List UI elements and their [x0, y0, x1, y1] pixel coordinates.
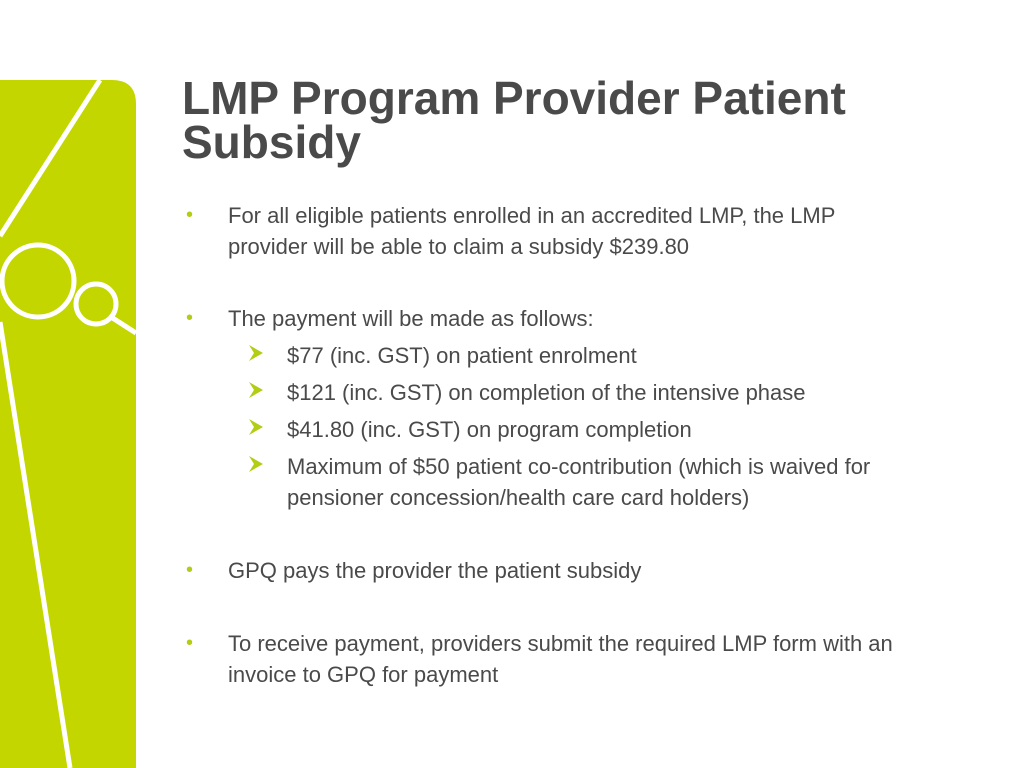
bullet-text: For all eligible patients enrolled in an accredited LMP, the LMP provider will be able to claim a subsidy $239.80 — [228, 203, 835, 259]
bullet-text: GPQ pays the provider the patient subsidy — [228, 558, 642, 583]
sub-item-text: $41.80 (inc. GST) on program completion — [287, 417, 692, 442]
sub-item-text: $121 (inc. GST) on completion of the intensive phase — [287, 380, 806, 405]
arrow-bullet-icon — [248, 418, 264, 436]
arrow-bullet-icon — [248, 381, 264, 399]
sub-list-item — [186, 451, 906, 513]
list-item — [186, 555, 906, 586]
list-item — [186, 628, 906, 690]
bullet-dot-icon: • — [186, 204, 194, 226]
list-item — [186, 200, 906, 262]
bullet-dot-icon: • — [186, 307, 194, 329]
arrow-bullet-icon — [248, 455, 264, 473]
bullet-text: To receive payment, providers submit the required LMP form with an invoice to GPQ for payment — [228, 631, 893, 687]
slide-title: LMP Program Provider Patient Subsidy — [182, 72, 846, 168]
sub-item-text: $77 (inc. GST) on patient enrolment — [287, 343, 637, 368]
bullet-dot-icon: • — [186, 559, 194, 581]
arrow-bullet-icon — [248, 344, 264, 362]
sub-list-item — [186, 340, 906, 371]
bullet-text: The payment will be made as follows: — [228, 306, 594, 331]
sub-item-text: Maximum of $50 patient co-contribution (which is waived for pensioner concession/health care card holders) — [287, 454, 871, 510]
sub-list-item — [186, 377, 906, 408]
slide-body — [186, 200, 906, 690]
sub-list-item — [186, 414, 906, 445]
bullet-dot-icon: • — [186, 632, 194, 654]
decorative-side-panel — [0, 0, 140, 768]
list-item — [186, 303, 906, 334]
